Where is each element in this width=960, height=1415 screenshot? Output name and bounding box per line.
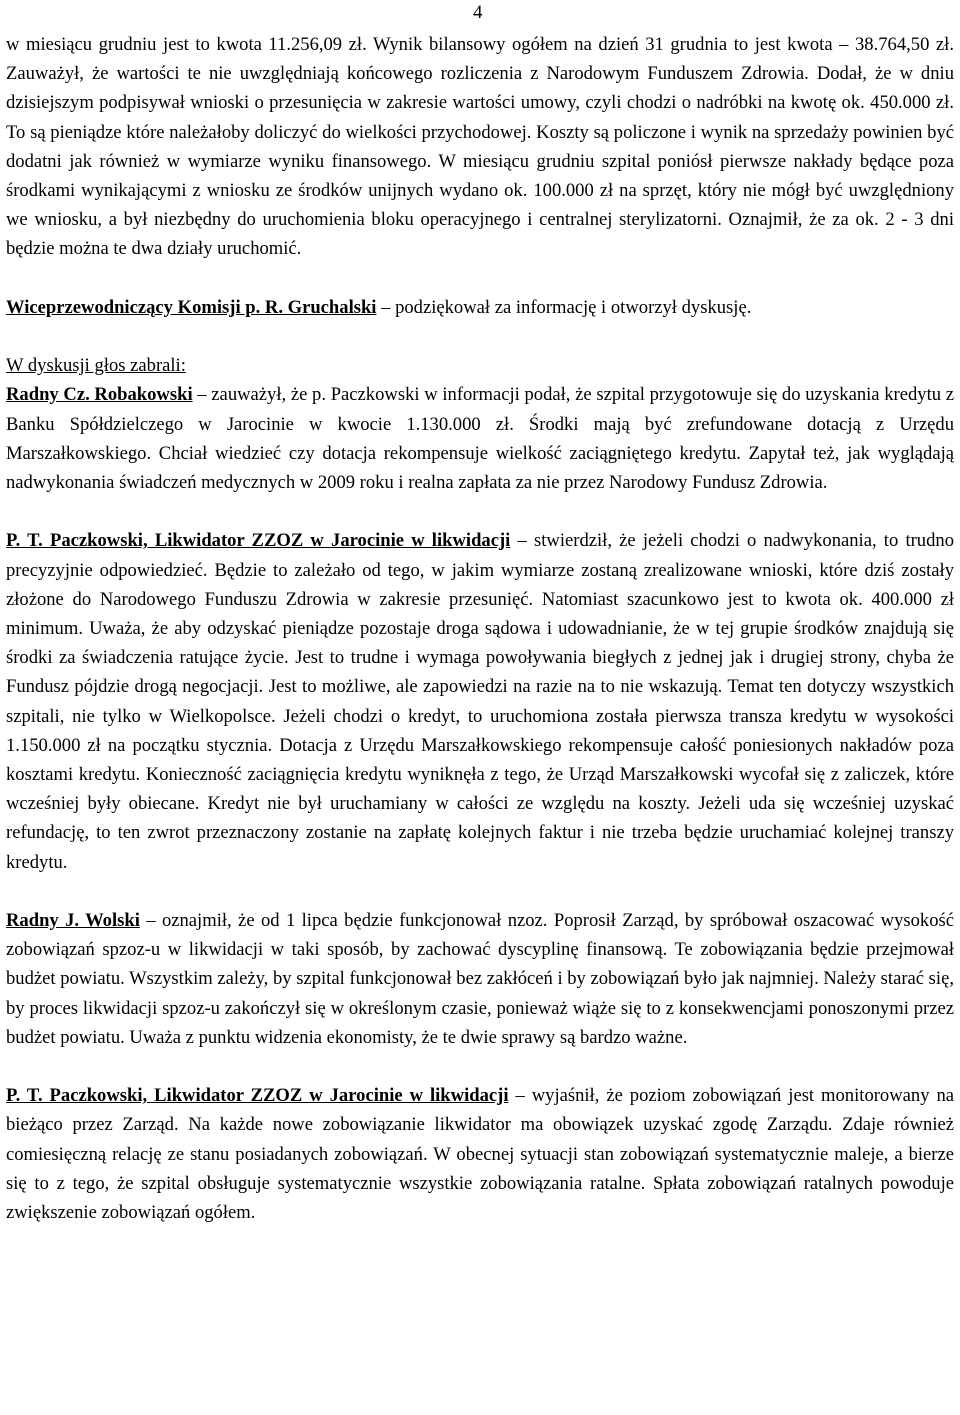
page-number: 4	[473, 2, 483, 23]
speaker-name: Radny Cz. Robakowski	[6, 384, 193, 406]
paragraph-bilans: w miesiącu grudniu jest to kwota 11.256,09 zł. Wynik bilansowy ogółem na dzień 31 grudnia to jest kwota – 38.764,50 zł. Zauważył, że wartości te nie uwzględniają końcowego rozliczenia z Narodowym Funduszem Zdrowia. Dodał, że w dniu dzisiejszym podpisywał wnioski o przesunięcia w zakresie wartości umowy, czyli chodzi o nadróbki na kwotę ok. 450.000 zł. To są pieniądze które należałoby doliczyć do wielkości przychodowej. Koszty są policzone i wynik na sprzedaży powinien być dodatni jak również w wymiarze wyniku finansowego. W miesiącu grudniu szpital poniósł pierwsze nakłady będące poza środkami wynikającymi z wniosku ze środków unijnych wydano ok. 100.000 zł na sprzęt, który nie mógł być uwzględniony we wniosku, a był niezbędny do uruchomienia bloku operacyjnego i centralnej sterylizatorni. Oznajmił, że za ok. 2 - 3 dni będzie można te dwa działy uruchomić.	[6, 34, 954, 260]
document-body	[6, 30, 954, 1227]
speaker-name: P. T. Paczkowski, Likwidator ZZOZ w Jarocinie w likwidacji	[6, 530, 511, 552]
speaker-name: Wiceprzewodniczący Komisji p. R. Gruchalski	[6, 296, 377, 318]
speaker-statement: – wyjaśnił, że poziom zobowiązań jest monitorowany na bieżąco przez Zarząd. Na każde nowe zobowiązanie likwidator ma obowiązek uzyskać zgodę Zarządu. Zdaje również comiesięczną relację ze stanu posiadanych zobowiązań. W obecnej sytuacji stan zobowiązań systematycznie maleje, a bierze się to z tego, że szpital obsługuje systematycznie wszystkie zobowiązania ratalne. Spłata zobowiązań ratalnych powoduje zwiększenie zobowiązań ogółem.	[6, 1085, 955, 1224]
paragraph-gruchalski	[6, 293, 954, 322]
speaker-statement: – stwierdził, że jeżeli chodzi o nadwykonania, to trudno precyzyjnie odpowiedzieć. Będzie to zależało od tego, w jakim wymiarze zostaną zrealizowane wnioski, które dziś zostały złożone do Narodowego Funduszu Zdrowia w zakresie przesunięć. Natomiast szacunkowo jest to kwota ok. 400.000 zł minimum. Uważa, że aby odzyskać pieniądze pozostaje droga sądowa i udowadnianie, że w tej grupie środków znajdują się środki za świadczenia ratujące życie. Jest to trudne i wymaga powoływania biegłych z jednej jak i drugiej strony, chyba że Fundusz pójdzie drogą negocjacji. Jest to możliwe, ale zapowiedzi na razie na to nie wskazują. Temat ten dotyczy wszystkich szpitali, nie tylko w Wielkopolsce. Jeżeli chodzi o kredyt, to uruchomiona została pierwsza transza kredytu w wysokości 1.150.000 zł na początku stycznia. Dotacja z Urzędu Marszałkowskiego rekompensuje całość poniesionych nakładów poza kosztami kredytu. Konieczność zaciągnięcia kredytu wyniknęła z tego, że Urząd Marszałkowski wycofał się z zaliczek, które wcześniej były obiecane. Kredyt nie był uruchamiany w całości ze względu na koszty. Jeżeli uda się wcześniej uzyskać refundację, to ten zwrot przeznaczony zostanie na zapłatę kolejnych faktur i nie trzeba będzie uruchamiać kolejnej transzy kredytu.	[6, 530, 954, 873]
paragraph-robakowski	[6, 380, 954, 497]
speaker-statement: – oznajmił, że od 1 lipca będzie funkcjonował nzoz. Poprosił Zarząd, by spróbował oszacować wysokość zobowiązań spzoz-u w likwidacji w taki sposób, by zachować dyscyplinę finansową. Te zobowiązania będzie przejmował budżet powiatu. Wszystkim zależy, by szpital funkcjonował bez zakłóceń i by zobowiązań było jak najmniej. Należy starać się, by proces likwidacji spzoz-u zakończył się w określonym czasie, ponieważ wiąże się to z konsekwencjami ponoszonymi przez budżet powiatu. Uważa z punktu widzenia ekonomisty, że te dwie sprawy są bardzo ważne.	[6, 910, 954, 1048]
speaker-statement: – podziękował za informację i otworzył dyskusję.	[376, 296, 752, 318]
speaker-name: P. T. Paczkowski, Likwidator ZZOZ w Jarocinie w likwidacji	[6, 1085, 509, 1107]
discussion-heading: W dyskusji głos zabrali:	[6, 355, 186, 377]
speaker-name: Radny J. Wolski	[6, 910, 140, 932]
speaker-statement: – zauważył, że p. Paczkowski w informacji podał, że szpital przygotowuje się do uzyskania kredytu z Banku Spółdzielczego w Jarocinie w kwocie 1.130.000 zł. Środki mają być zrefundowane dotacją z Urzędu Marszałkowskiego. Chciał wiedzieć czy dotacja rekompensuje wielkość zaciągniętego kredytu. Zapytał też, jak wyglądają nadwykonania świadczeń medycznych w 2009 roku i realna zapłata za nie przez Narodowy Fundusz Zdrowia.	[6, 384, 954, 494]
paragraph-gap	[6, 877, 954, 906]
paragraph-paczkowski-2	[6, 1081, 954, 1227]
paragraph-gap	[6, 264, 954, 293]
paragraph-gap	[6, 322, 954, 351]
paragraph-wolski	[6, 906, 954, 1052]
paragraph-gap	[6, 497, 954, 526]
paragraph-gap	[6, 1052, 954, 1081]
paragraph-paczkowski-1	[6, 526, 954, 876]
